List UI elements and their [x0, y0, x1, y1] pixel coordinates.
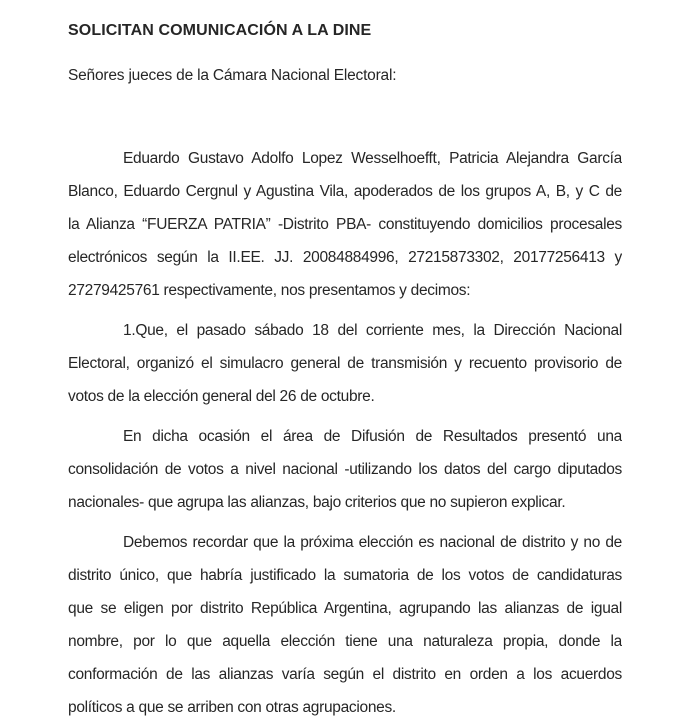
text-line: Blanco, Eduardo Cergnul y Agustina Vila, apoderados de los grupos A, B, y C de [68, 183, 622, 200]
text-line: conformación de las alianzas varía según el distrito en orden a los acuerdos [68, 666, 622, 683]
text-line: En dicha ocasión el área de Difusión de Resultados presentó una [123, 428, 622, 445]
text-line: votos de la elección general del 26 de octubre. [68, 388, 375, 405]
document-title: SOLICITAN COMUNICACIÓN A LA DINE [68, 22, 372, 39]
text-line: 1.Que, el pasado sábado 18 del corriente mes, la Dirección Nacional [123, 322, 622, 339]
paragraph [68, 314, 622, 413]
paragraph [68, 420, 622, 519]
document-body [68, 142, 622, 724]
paragraph [68, 526, 622, 724]
text-line: que se eligen por distrito República Argentina, agrupando las alianzas de igual [68, 600, 622, 617]
text-line: nacionales- que agrupa las alianzas, bajo criterios que no supieron explicar. [68, 494, 566, 511]
text-line: distrito único, que habría justificado la sumatoria de los votos de candidaturas [68, 567, 622, 584]
text-line: Debemos recordar que la próxima elección es nacional de distrito y no de [123, 534, 622, 551]
text-line: consolidación de votos a nivel nacional -utilizando los datos del cargo diputados [68, 461, 622, 478]
text-line: 27279425761 respectivamente, nos presentamos y decimos: [68, 282, 471, 299]
salutation-line: Señores jueces de la Cámara Nacional Electoral: [68, 67, 397, 84]
text-line: electrónicos según la II.EE. JJ. 20084884996, 27215873302, 20177256413 y [68, 249, 622, 266]
text-line: la Alianza “FUERZA PATRIA” -Distrito PBA- constituyendo domicilios procesales [68, 216, 622, 233]
text-line: Eduardo Gustavo Adolfo Lopez Wesselhoefft, Patricia Alejandra García [123, 150, 622, 167]
text-line: políticos a que se arriben con otras agrupaciones. [68, 699, 396, 716]
paragraph [68, 142, 622, 307]
text-line: nombre, por lo que aquella elección tiene una naturaleza propia, donde la [68, 633, 622, 650]
text-line: Electoral, organizó el simulacro general de transmisión y recuento provisorio de [68, 355, 622, 372]
